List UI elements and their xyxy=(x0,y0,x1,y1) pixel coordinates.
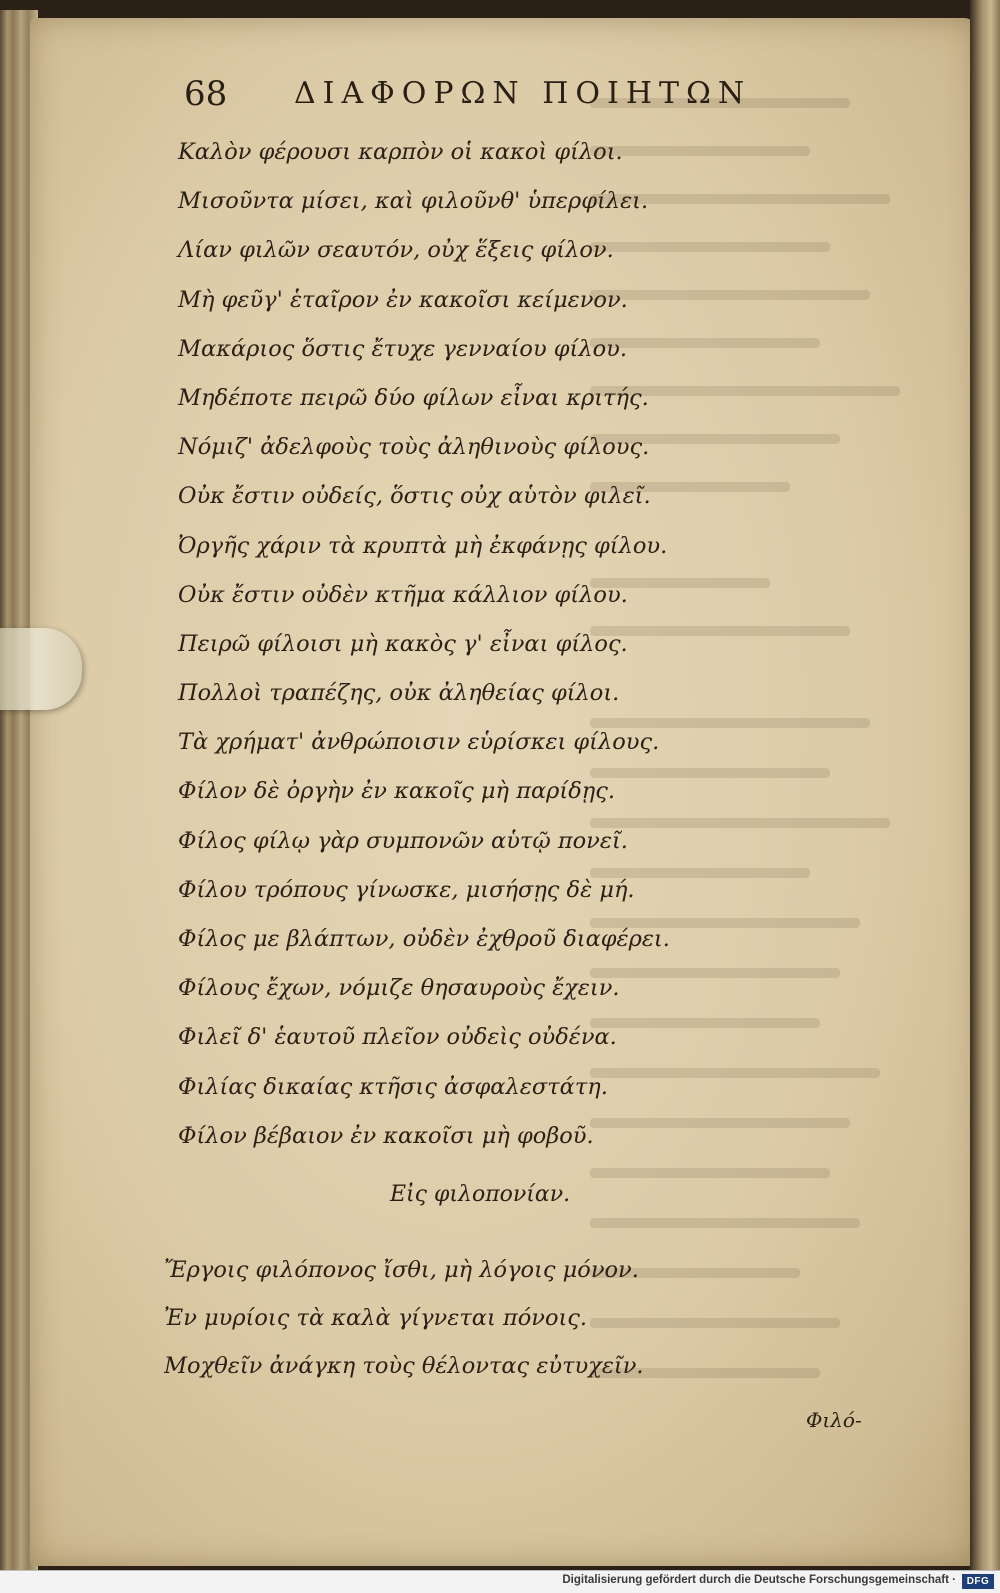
page-header xyxy=(184,74,784,120)
verse-line: Φίλος φίλῳ γὰρ συμπονῶν αὑτῷ πονεῖ. xyxy=(178,827,628,854)
verse-line: Πειρῶ φίλοισι μὴ κακὸς γ' εἶναι φίλος. xyxy=(178,630,628,657)
verse-line: Οὐκ ἔστιν οὐδὲν κτῆμα κάλλιον φίλου. xyxy=(178,581,628,608)
verse-line: Φίλου τρόπους γίνωσκε, μισήσῃς δὲ μή. xyxy=(178,876,635,903)
verse-line: Τὰ χρήματ' ἀνθρώποισιν εὑρίσκει φίλους. xyxy=(178,729,660,756)
verse-line: Μὴ φεῦγ' ἑταῖρον ἐν κακοῖσι κείμενον. xyxy=(178,286,628,313)
verse-line: Λίαν φιλῶν σεαυτόν, οὐχ ἕξεις φίλον. xyxy=(178,237,614,264)
verse-line: Ὀργῆς χάριν τὰ κρυπτὰ μὴ ἐκφάνῃς φίλου. xyxy=(178,532,668,559)
verse-line: Μηδέποτε πειρῶ δύο φίλων εἶναι κριτής. xyxy=(178,384,649,411)
verse-line: Μισοῦντα μίσει, καὶ φιλοῦνθ' ὑπερφίλει. xyxy=(178,188,649,215)
verse-line: Φίλον δὲ ὀργὴν ἐν κακοῖς μὴ παρίδῃς. xyxy=(178,778,616,805)
digitization-footer xyxy=(0,1570,1000,1593)
running-title: ΔΙΑΦΟΡΩΝ ΠΟΙΗΤΩΝ xyxy=(294,76,752,111)
verse-line: Φίλος με βλάπτων, οὐδὲν ἐχθροῦ διαφέρει. xyxy=(178,926,670,952)
catchword: Φιλό- xyxy=(806,1408,862,1432)
verse-line: Μοχθεῖν ἀνάγκη τοὺς θέλοντας εὐτυχεῖν. xyxy=(164,1353,644,1379)
verse-line: Μακάριος ὅστις ἔτυχε γενναίου φίλου. xyxy=(178,335,628,362)
verse-line: Οὐκ ἔστιν οὐδείς, ὅστις οὐχ αὑτὸν φιλεῖ. xyxy=(178,483,651,510)
verse-list-philoponia xyxy=(164,1246,764,1390)
verse-line: Φίλους ἔχων, νόμιζε θησαυροὺς ἔχειν. xyxy=(178,975,620,1002)
verse-line: Καλὸν φέρουσι καρπὸν οἱ κακοὶ φίλοι. xyxy=(178,139,623,165)
page-number: 68 xyxy=(184,74,228,114)
verse-line: Πολλοὶ τραπέζης, οὐκ ἀληθείας φίλοι. xyxy=(178,680,620,707)
verse-line: Ἐν μυρίοις τὰ καλὰ γίγνεται πόνοις. xyxy=(164,1305,588,1331)
verse-line: Φιλεῖ δ' ἑαυτοῦ πλεῖον οὐδεὶς οὐδένα. xyxy=(178,1024,617,1051)
bookmark-tab xyxy=(0,628,82,710)
dfg-logo-icon: DFG xyxy=(962,1574,994,1589)
footer-credit-text: Digitalisierung gefördert durch die Deutsche Forschungsgemeinschaft · xyxy=(562,1574,956,1586)
verse-line: Φίλον βέβαιον ἐν κακοῖσι μὴ φοβοῦ. xyxy=(178,1122,594,1149)
verse-line: Νόμιζ' ἀδελφοὺς τοὺς ἀληθινοὺς φίλους. xyxy=(178,434,650,461)
verse-line: Ἔργοις φιλόπονος ἴσθι, μὴ λόγοις μόνον. xyxy=(164,1257,639,1283)
right-binding-edge xyxy=(970,0,1000,1593)
section-title: Εἰς φιλοπονίαν. xyxy=(390,1182,571,1207)
verse-line: Φιλίας δικαίας κτῆσις ἀσφαλεστάτη. xyxy=(178,1073,608,1100)
verse-list xyxy=(178,128,738,1161)
